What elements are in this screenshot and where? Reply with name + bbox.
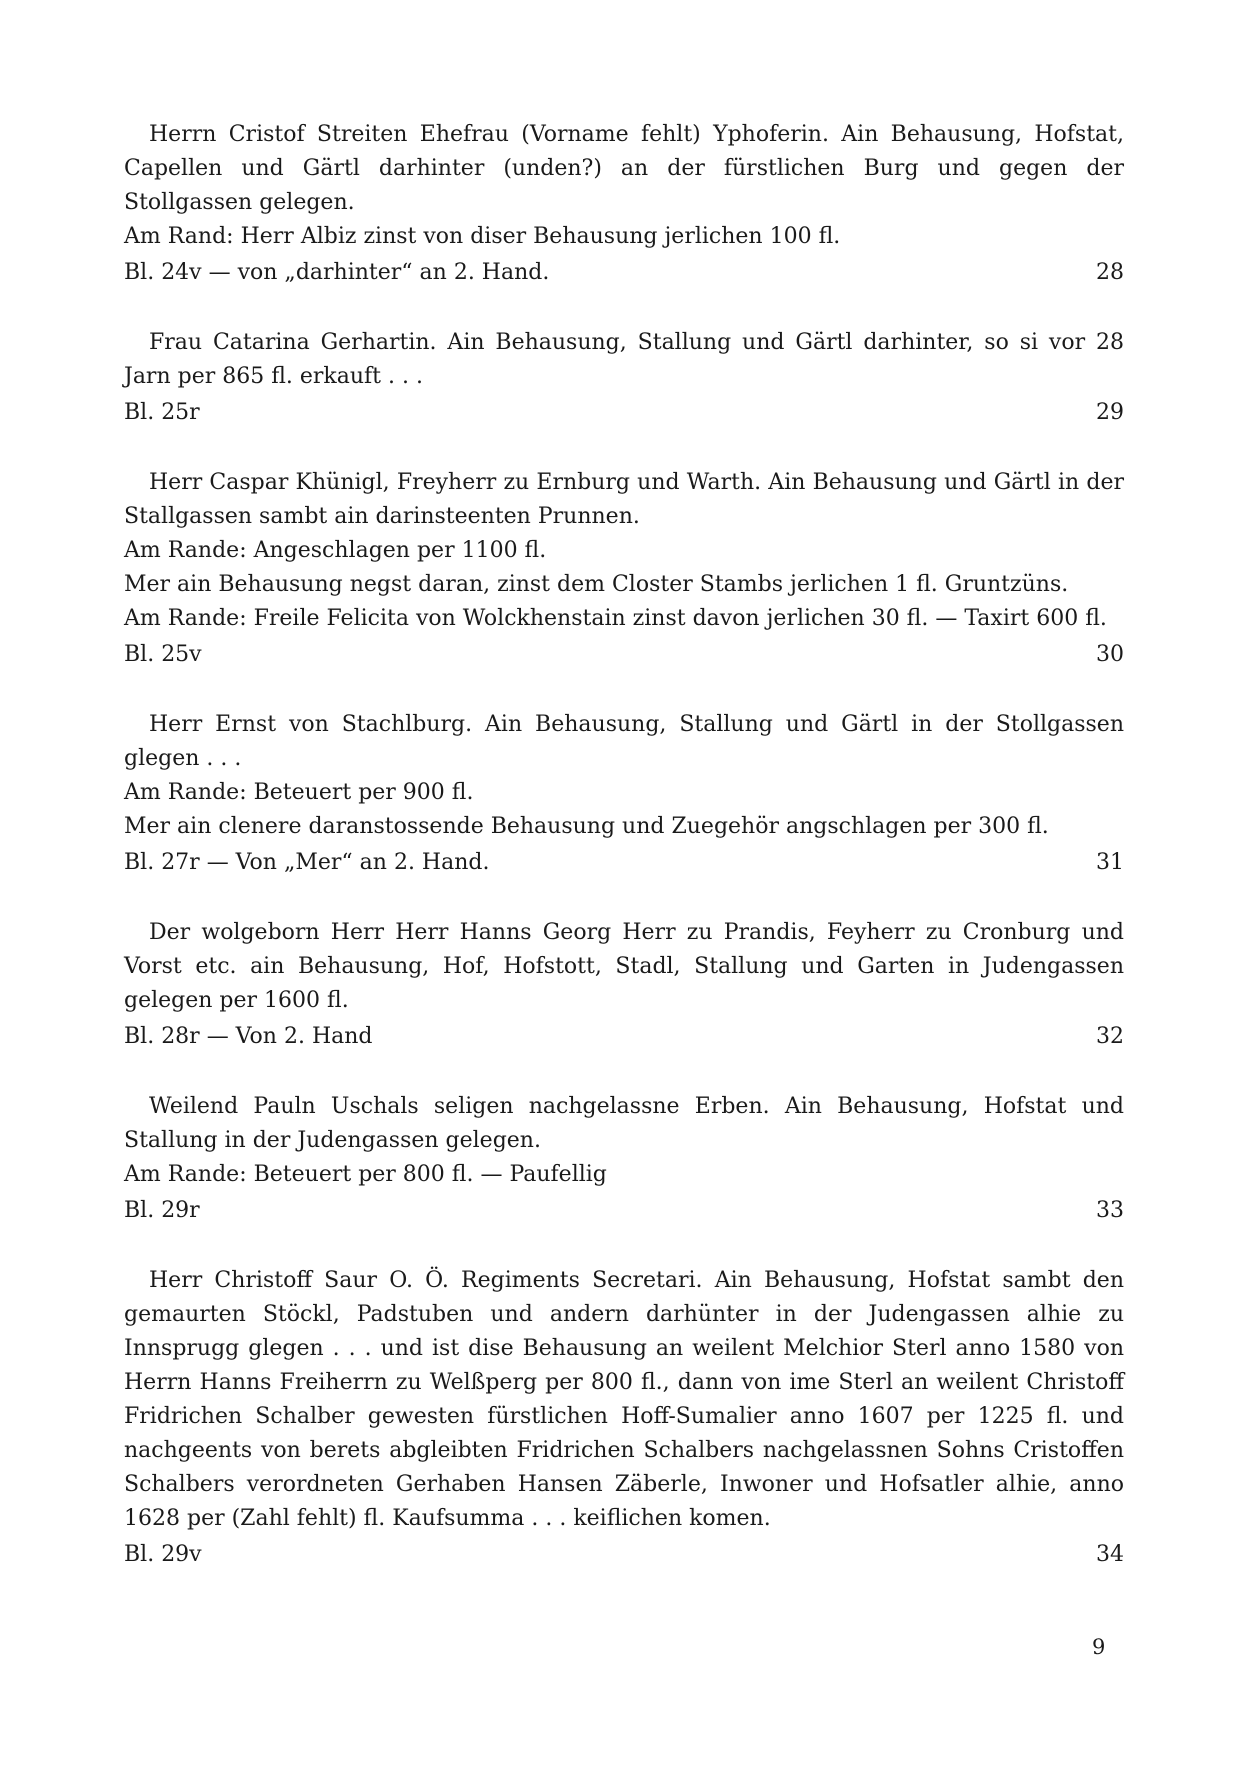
- folio-reference: Bl. 29r: [124, 1198, 200, 1223]
- entry-28: [124, 118, 1124, 290]
- entry-31: [124, 708, 1124, 880]
- entry-text-continued: Mer ain clenere daranstossende Behausung und Zuegehör angschlagen per 300 fl.: [124, 814, 1049, 839]
- entry-number: 34: [1096, 1542, 1124, 1567]
- reference-line: [124, 1020, 1124, 1054]
- folio-reference: Bl. 25v: [124, 642, 202, 667]
- folio-reference: Bl. 24v — von „darhinter“ an 2. Hand.: [124, 260, 550, 285]
- entry-32: [124, 916, 1124, 1054]
- margin-note: Am Rande: Freile Felicita von Wolckhenstain zinst davon jerlichen 30 fl. — Taxirt 600 fl.: [124, 606, 1107, 631]
- entry-number: 32: [1096, 1024, 1124, 1049]
- entry-number: 30: [1096, 642, 1124, 667]
- entry-text: Herr Caspar Khünigl, Freyherr zu Ernburg und Warth. Ain Behausung und Gärtl in der Stallgassen sambt ain darinsteenten Prunnen.: [124, 470, 1124, 529]
- entry-text-continued: Mer ain Behausung negst daran, zinst dem Closter Stambs jerlichen 1 fl. Gruntzüns.: [124, 572, 1069, 597]
- entry-number: 29: [1096, 400, 1124, 425]
- entry-text: Der wolgeborn Herr Herr Hanns Georg Herr zu Prandis, Feyherr zu Cronburg und Vorst etc. ain Behausung, Hof, Hofstott, Stadl, Stallung und Garten in Judengassen gelegen per 1600 fl.: [124, 920, 1124, 1013]
- reference-line: [124, 256, 1124, 290]
- reference-line: [124, 396, 1124, 430]
- entry-text: Weilend Pauln Uschals seligen nachgelassne Erben. Ain Behausung, Hofstat und Stallung in der Judengassen gelegen.: [124, 1094, 1124, 1153]
- entry-29: [124, 326, 1124, 430]
- folio-reference: Bl. 28r — Von 2. Hand: [124, 1024, 373, 1049]
- folio-reference: Bl. 29v: [124, 1542, 202, 1567]
- entry-text: Frau Catarina Gerhartin. Ain Behausung, Stallung und Gärtl darhinter, so si vor 28 Jarn per 865 fl. erkauft . . .: [124, 330, 1124, 389]
- entry-number: 33: [1096, 1198, 1124, 1223]
- margin-note: Am Rande: Angeschlagen per 1100 fl.: [124, 538, 547, 563]
- entry-34: [124, 1264, 1124, 1572]
- reference-line: [124, 1194, 1124, 1228]
- reference-line: [124, 1538, 1124, 1572]
- folio-reference: Bl. 27r — Von „Mer“ an 2. Hand.: [124, 850, 490, 875]
- page-body: [124, 118, 1124, 1572]
- reference-line: [124, 638, 1124, 672]
- margin-note: Am Rande: Beteuert per 800 fl. — Paufellig: [124, 1162, 607, 1187]
- folio-reference: Bl. 25r: [124, 400, 200, 425]
- reference-line: [124, 846, 1124, 880]
- entry-number: 31: [1096, 850, 1124, 875]
- entry-number: 28: [1096, 260, 1124, 285]
- entry-33: [124, 1090, 1124, 1228]
- entry-text: Herrn Cristof Streiten Ehefrau (Vorname fehlt) Yphoferin. Ain Behausung, Hofstat, Capellen und Gärtl darhinter (unden?) an der fürstlichen Burg und gegen der Stollgassen gelegen.: [124, 122, 1124, 215]
- page-number: 9: [1092, 1635, 1106, 1659]
- entry-text: Herr Christoff Saur O. Ö. Regiments Secretari. Ain Behausung, Hofstat sambt den gemaurten Stöckl, Padstuben und andern darhünter in der Judengassen alhie zu Innsprugg glegen . . . und ist dise Behausung an weilent Melchior Sterl anno 1580 von Herrn Hanns Freiherrn zu Welßperg per 800 fl., dann von ime Sterl an weilent Christoff Fridrichen Schalber gewesten fürstlichen Hoff-Sumalier anno 1607 per 1225 fl. und nachgeents von berets abgleibten Fridrichen Schalbers nachgelassnen Sohns Cristoffen Schalbers verordneten Gerhaben Hansen Zäberle, Inwoner und Hofsatler alhie, anno 1628 per (Zahl fehlt) fl. Kaufsumma . . . keiflichen komen.: [124, 1268, 1124, 1531]
- entry-30: [124, 466, 1124, 672]
- margin-note: Am Rand: Herr Albiz zinst von diser Behausung jerlichen 100 fl.: [124, 224, 841, 249]
- entry-text: Herr Ernst von Stachlburg. Ain Behausung, Stallung und Gärtl in der Stollgassen glegen . . .: [124, 712, 1124, 771]
- margin-note: Am Rande: Beteuert per 900 fl.: [124, 780, 474, 805]
